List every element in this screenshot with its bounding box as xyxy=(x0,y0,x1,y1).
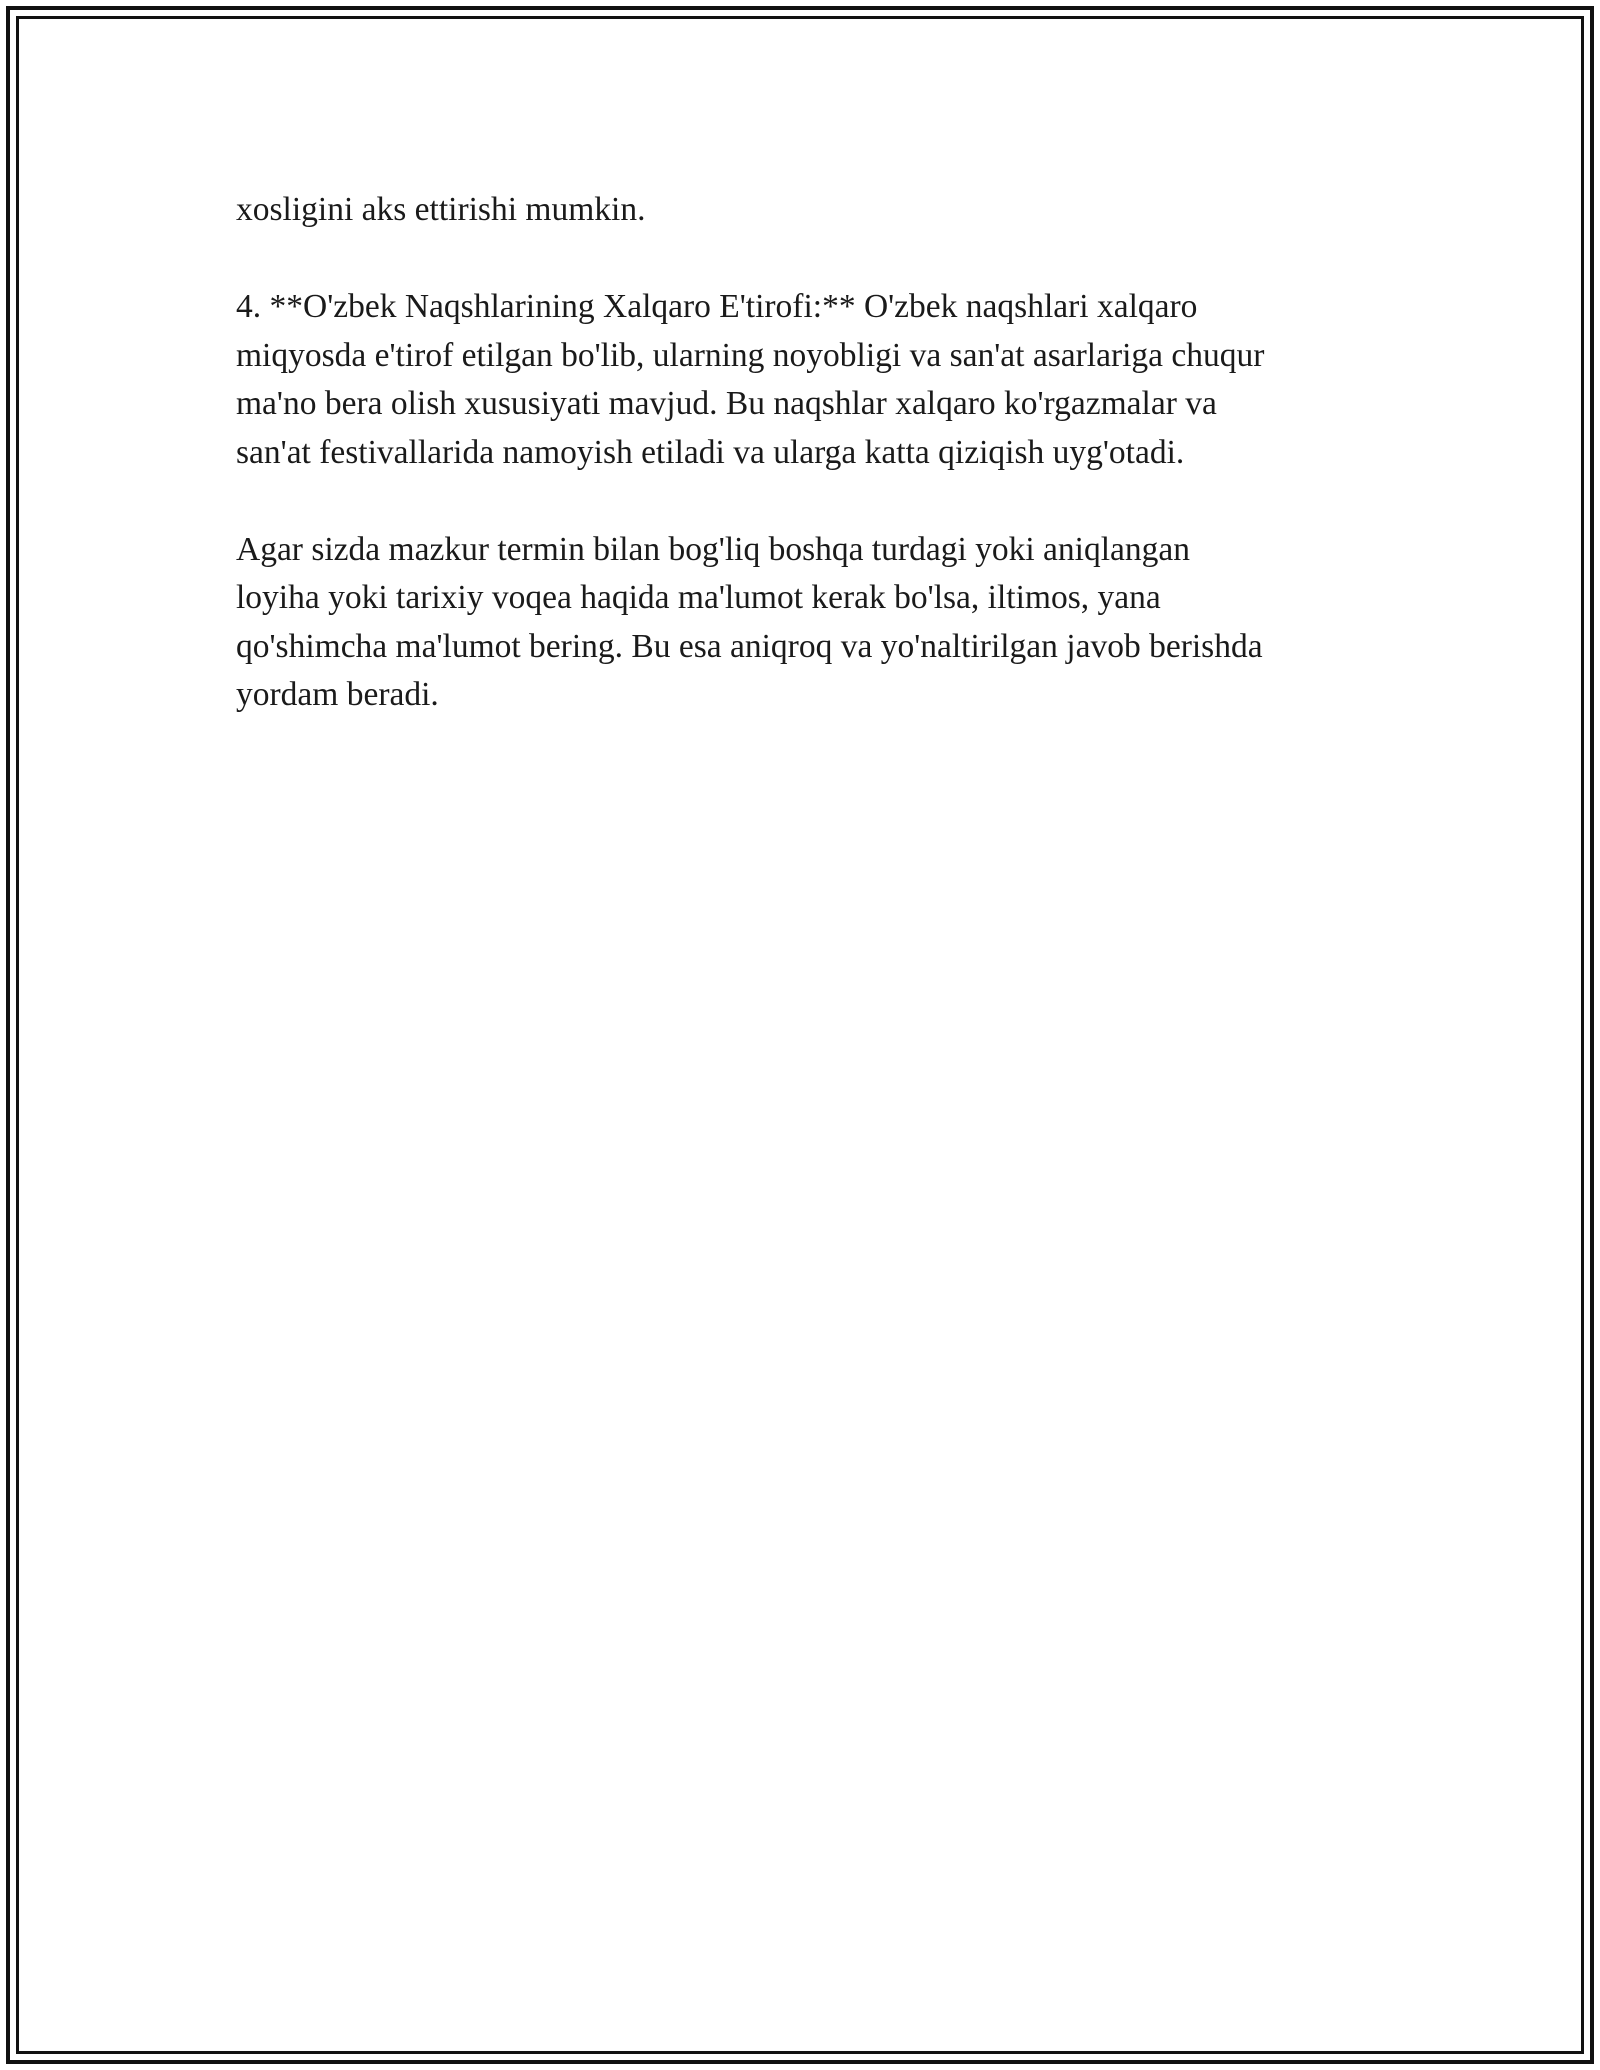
document-body xyxy=(236,186,1386,768)
paragraph-closing: Agar sizda mazkur termin bilan bog'liq boshqa turdagi yoki aniqlangan loyiha yoki tarixiy voqea haqida ma'lumot kerak bo'lsa, iltimos, yana qo'shimcha ma'lumot bering. Bu esa aniqroq va yo'naltirilgan javob berishda yordam beradi. xyxy=(236,530,1263,713)
paragraph-item-4: 4. **O'zbek Naqshlarining Xalqaro E'tirofi:** O'zbek naqshlari xalqaro miqyosda e'tirof etilgan bo'lib, ularning noyobligi va san'at asarlariga chuqur ma'no bera olish xususiyati mavjud. Bu naqshlar xalqaro ko'rgazmalar va san'at festivallarida namoyish etiladi va ularga katta qiziqish uyg'otadi. xyxy=(236,288,1265,471)
paragraph-continuation: xosligini aks ettirishi mumkin. xyxy=(236,191,646,228)
